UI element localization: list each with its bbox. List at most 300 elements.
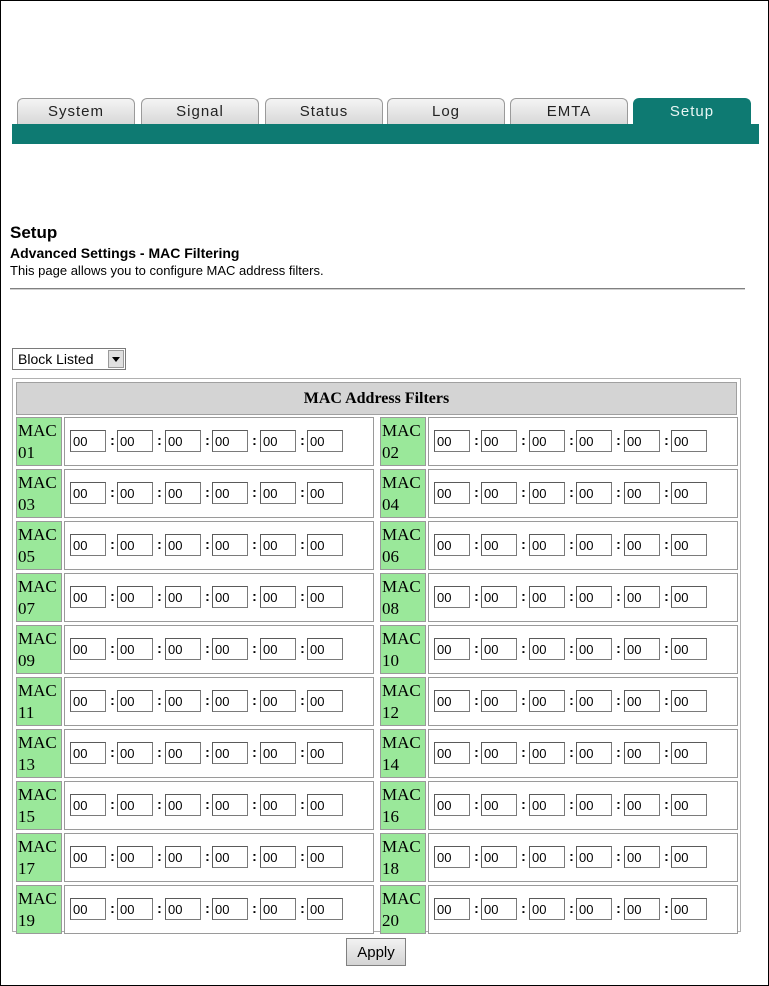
mac-label xyxy=(380,625,426,674)
octet-separator: : xyxy=(300,900,305,916)
mac-octet-input[interactable] xyxy=(576,638,612,660)
mac-octet-input[interactable] xyxy=(576,534,612,556)
mac-octet-input[interactable] xyxy=(165,898,201,920)
tab-setup[interactable]: Setup xyxy=(633,98,751,124)
mac-label xyxy=(16,469,62,518)
mac-label xyxy=(16,417,62,466)
filter-mode-value: Block Listed xyxy=(18,351,94,367)
octet-separator: : xyxy=(157,640,162,656)
octet-separator: : xyxy=(616,848,621,864)
mac-octet-input[interactable] xyxy=(165,742,201,764)
octet-separator: : xyxy=(110,848,115,864)
octet-separator: : xyxy=(252,484,257,500)
mac-octet-input[interactable] xyxy=(481,638,517,660)
mac-octet-input[interactable] xyxy=(481,690,517,712)
octet-separator: : xyxy=(157,848,162,864)
mac-filter-table xyxy=(12,378,741,932)
octet-separator: : xyxy=(205,432,210,448)
mac-octet-input[interactable] xyxy=(117,638,153,660)
octet-separator: : xyxy=(474,744,479,760)
mac-label xyxy=(380,417,426,466)
octet-separator: : xyxy=(252,796,257,812)
mac-address-fields xyxy=(428,417,738,466)
octet-separator: : xyxy=(300,640,305,656)
mac-octet-input[interactable] xyxy=(212,534,248,556)
table-row xyxy=(16,469,737,518)
octet-separator: : xyxy=(252,536,257,552)
mac-octet-input[interactable] xyxy=(434,482,470,504)
mac-label xyxy=(380,729,426,778)
mac-octet-input[interactable] xyxy=(165,846,201,868)
mac-octet-input[interactable] xyxy=(671,430,707,452)
mac-address-fields xyxy=(64,469,374,518)
filter-mode-select[interactable] xyxy=(12,348,126,370)
mac-octet-input[interactable] xyxy=(434,690,470,712)
mac-address-fields xyxy=(64,417,374,466)
octet-separator: : xyxy=(474,588,479,604)
mac-octet-input[interactable] xyxy=(70,846,106,868)
mac-octet-input[interactable] xyxy=(481,430,517,452)
mac-octet-input[interactable] xyxy=(70,482,106,504)
mac-octet-input[interactable] xyxy=(70,638,106,660)
octet-separator: : xyxy=(205,484,210,500)
mac-octet-input[interactable] xyxy=(165,482,201,504)
mac-octet-input[interactable] xyxy=(212,690,248,712)
octet-separator: : xyxy=(300,588,305,604)
mac-octet-input[interactable] xyxy=(624,638,660,660)
octet-separator: : xyxy=(252,432,257,448)
mac-octet-input[interactable] xyxy=(529,586,565,608)
mac-label-text: MAC xyxy=(382,733,421,752)
mac-octet-input[interactable] xyxy=(624,794,660,816)
octet-separator: : xyxy=(300,484,305,500)
mac-label-number: 15 xyxy=(18,807,35,826)
mac-address-fields xyxy=(428,833,738,882)
octet-separator: : xyxy=(110,588,115,604)
mac-octet-input[interactable] xyxy=(165,794,201,816)
mac-octet-input[interactable] xyxy=(434,638,470,660)
mac-label-text: MAC xyxy=(18,681,57,700)
mac-octet-input[interactable] xyxy=(307,690,343,712)
octet-separator: : xyxy=(110,796,115,812)
mac-octet-input[interactable] xyxy=(434,742,470,764)
mac-octet-input[interactable] xyxy=(212,846,248,868)
mac-octet-input[interactable] xyxy=(70,742,106,764)
mac-address-fields xyxy=(428,729,738,778)
page-subtitle: Advanced Settings - MAC Filtering xyxy=(10,245,240,261)
octet-separator: : xyxy=(205,640,210,656)
octet-separator: : xyxy=(521,900,526,916)
mac-octet-input[interactable] xyxy=(434,586,470,608)
octet-separator: : xyxy=(569,692,574,708)
octet-separator: : xyxy=(521,640,526,656)
mac-octet-input[interactable] xyxy=(624,534,660,556)
mac-octet-input[interactable] xyxy=(576,846,612,868)
mac-octet-input[interactable] xyxy=(260,638,296,660)
table-row xyxy=(16,625,737,674)
octet-separator: : xyxy=(252,640,257,656)
octet-separator: : xyxy=(521,588,526,604)
mac-octet-input[interactable] xyxy=(671,534,707,556)
mac-address-fields xyxy=(64,885,374,934)
mac-octet-input[interactable] xyxy=(70,534,106,556)
mac-label xyxy=(16,833,62,882)
mac-octet-input[interactable] xyxy=(70,430,106,452)
mac-octet-input[interactable] xyxy=(576,690,612,712)
octet-separator: : xyxy=(521,744,526,760)
mac-octet-input[interactable] xyxy=(576,482,612,504)
mac-octet-input[interactable] xyxy=(117,586,153,608)
mac-label-text: MAC xyxy=(18,837,57,856)
octet-separator: : xyxy=(157,900,162,916)
mac-octet-input[interactable] xyxy=(529,690,565,712)
mac-octet-input[interactable] xyxy=(624,482,660,504)
mac-label-number: 11 xyxy=(18,703,35,722)
mac-octet-input[interactable] xyxy=(117,534,153,556)
mac-octet-input[interactable] xyxy=(117,690,153,712)
mac-address-fields xyxy=(64,677,374,726)
mac-octet-input[interactable] xyxy=(624,898,660,920)
octet-separator: : xyxy=(616,796,621,812)
octet-separator: : xyxy=(474,536,479,552)
mac-octet-input[interactable] xyxy=(307,742,343,764)
mac-octet-input[interactable] xyxy=(165,534,201,556)
mac-octet-input[interactable] xyxy=(434,430,470,452)
octet-separator: : xyxy=(300,796,305,812)
octet-separator: : xyxy=(474,432,479,448)
octet-separator: : xyxy=(474,796,479,812)
chevron-down-icon[interactable] xyxy=(108,350,124,368)
mac-label-text: MAC xyxy=(18,629,57,648)
octet-separator: : xyxy=(110,432,115,448)
mac-octet-input[interactable] xyxy=(117,898,153,920)
mac-octet-input[interactable] xyxy=(260,898,296,920)
mac-label xyxy=(16,885,62,934)
mac-label-text: MAC xyxy=(382,577,421,596)
mac-octet-input[interactable] xyxy=(117,430,153,452)
octet-separator: : xyxy=(569,588,574,604)
mac-label-number: 13 xyxy=(18,755,35,774)
mac-octet-input[interactable] xyxy=(529,898,565,920)
octet-separator: : xyxy=(521,536,526,552)
octet-separator: : xyxy=(616,536,621,552)
octet-separator: : xyxy=(110,536,115,552)
mac-octet-input[interactable] xyxy=(307,534,343,556)
mac-address-fields xyxy=(428,573,738,622)
mac-octet-input[interactable] xyxy=(260,742,296,764)
table-row xyxy=(16,417,737,466)
octet-separator: : xyxy=(616,744,621,760)
mac-octet-input[interactable] xyxy=(671,482,707,504)
mac-label-text: MAC xyxy=(18,733,57,752)
mac-octet-input[interactable] xyxy=(307,794,343,816)
mac-octet-input[interactable] xyxy=(260,430,296,452)
mac-address-fields xyxy=(64,625,374,674)
mac-octet-input[interactable] xyxy=(529,638,565,660)
divider xyxy=(10,288,745,290)
mac-octet-input[interactable] xyxy=(307,846,343,868)
mac-label xyxy=(16,677,62,726)
tab-bar xyxy=(17,98,757,124)
mac-octet-input[interactable] xyxy=(260,846,296,868)
table-row xyxy=(16,677,737,726)
mac-octet-input[interactable] xyxy=(481,482,517,504)
octet-separator: : xyxy=(110,640,115,656)
mac-label-text: MAC xyxy=(18,577,57,596)
octet-separator: : xyxy=(157,536,162,552)
mac-octet-input[interactable] xyxy=(671,898,707,920)
tab-status[interactable]: Status xyxy=(265,98,383,124)
mac-octet-input[interactable] xyxy=(576,898,612,920)
octet-separator: : xyxy=(300,432,305,448)
table-row xyxy=(16,729,737,778)
mac-octet-input[interactable] xyxy=(260,534,296,556)
mac-address-fields xyxy=(64,781,374,830)
mac-octet-input[interactable] xyxy=(671,690,707,712)
octet-separator: : xyxy=(616,484,621,500)
mac-octet-input[interactable] xyxy=(576,742,612,764)
mac-octet-input[interactable] xyxy=(671,638,707,660)
tab-signal[interactable]: Signal xyxy=(141,98,259,124)
octet-separator: : xyxy=(205,692,210,708)
mac-octet-input[interactable] xyxy=(624,586,660,608)
mac-label-text: MAC xyxy=(18,525,57,544)
mac-octet-input[interactable] xyxy=(529,534,565,556)
octet-separator: : xyxy=(664,588,669,604)
mac-label xyxy=(380,833,426,882)
mac-octet-input[interactable] xyxy=(165,638,201,660)
mac-octet-input[interactable] xyxy=(70,690,106,712)
octet-separator: : xyxy=(521,692,526,708)
mac-label-number: 09 xyxy=(18,651,35,670)
octet-separator: : xyxy=(157,484,162,500)
octet-separator: : xyxy=(252,588,257,604)
mac-octet-input[interactable] xyxy=(260,482,296,504)
mac-octet-input[interactable] xyxy=(117,482,153,504)
mac-label-number: 12 xyxy=(382,703,399,722)
apply-button[interactable]: Apply xyxy=(346,938,406,966)
mac-octet-input[interactable] xyxy=(624,846,660,868)
octet-separator: : xyxy=(474,900,479,916)
mac-octet-input[interactable] xyxy=(434,794,470,816)
mac-octet-input[interactable] xyxy=(165,690,201,712)
page-title: Setup xyxy=(10,223,58,242)
mac-octet-input[interactable] xyxy=(481,742,517,764)
octet-separator: : xyxy=(569,536,574,552)
octet-separator: : xyxy=(157,588,162,604)
mac-octet-input[interactable] xyxy=(434,846,470,868)
octet-separator: : xyxy=(521,484,526,500)
octet-separator: : xyxy=(664,796,669,812)
table-row xyxy=(16,781,737,830)
mac-octet-input[interactable] xyxy=(212,742,248,764)
mac-octet-input[interactable] xyxy=(576,430,612,452)
mac-octet-input[interactable] xyxy=(307,638,343,660)
octet-separator: : xyxy=(569,900,574,916)
octet-separator: : xyxy=(664,640,669,656)
mac-octet-input[interactable] xyxy=(260,586,296,608)
octet-separator: : xyxy=(664,744,669,760)
octet-separator: : xyxy=(474,692,479,708)
mac-octet-input[interactable] xyxy=(434,898,470,920)
mac-label-text: MAC xyxy=(382,473,421,492)
octet-separator: : xyxy=(300,536,305,552)
mac-address-fields xyxy=(428,677,738,726)
octet-separator: : xyxy=(474,484,479,500)
mac-octet-input[interactable] xyxy=(165,430,201,452)
mac-octet-input[interactable] xyxy=(624,430,660,452)
tab-system[interactable]: System xyxy=(17,98,135,124)
octet-separator: : xyxy=(110,484,115,500)
mac-address-fields xyxy=(428,469,738,518)
mac-octet-input[interactable] xyxy=(481,586,517,608)
mac-octet-input[interactable] xyxy=(212,794,248,816)
mac-octet-input[interactable] xyxy=(671,794,707,816)
mac-octet-input[interactable] xyxy=(576,794,612,816)
mac-label-number: 04 xyxy=(382,495,399,514)
mac-octet-input[interactable] xyxy=(70,898,106,920)
mac-octet-input[interactable] xyxy=(529,742,565,764)
octet-separator: : xyxy=(205,900,210,916)
mac-octet-input[interactable] xyxy=(117,794,153,816)
octet-separator: : xyxy=(664,432,669,448)
mac-label-text: MAC xyxy=(18,889,57,908)
mac-address-fields xyxy=(64,729,374,778)
tab-emta[interactable]: EMTA xyxy=(510,98,628,124)
mac-label-number: 14 xyxy=(382,755,399,774)
octet-separator: : xyxy=(521,432,526,448)
mac-label-text: MAC xyxy=(382,681,421,700)
mac-address-fields xyxy=(64,833,374,882)
octet-separator: : xyxy=(205,796,210,812)
mac-label xyxy=(380,677,426,726)
mac-label-number: 06 xyxy=(382,547,399,566)
octet-separator: : xyxy=(110,900,115,916)
mac-octet-input[interactable] xyxy=(212,482,248,504)
octet-separator: : xyxy=(664,536,669,552)
octet-separator: : xyxy=(205,744,210,760)
mac-octet-input[interactable] xyxy=(671,742,707,764)
mac-label xyxy=(380,781,426,830)
table-row xyxy=(16,521,737,570)
mac-octet-input[interactable] xyxy=(307,430,343,452)
octet-separator: : xyxy=(616,640,621,656)
mac-octet-input[interactable] xyxy=(307,482,343,504)
mac-octet-input[interactable] xyxy=(671,846,707,868)
octet-separator: : xyxy=(110,692,115,708)
tab-log[interactable]: Log xyxy=(387,98,505,124)
octet-separator: : xyxy=(474,848,479,864)
mac-octet-input[interactable] xyxy=(576,586,612,608)
mac-octet-input[interactable] xyxy=(117,846,153,868)
mac-label xyxy=(380,469,426,518)
mac-label xyxy=(16,729,62,778)
mac-label xyxy=(380,885,426,934)
mac-octet-input[interactable] xyxy=(212,586,248,608)
mac-address-fields xyxy=(428,625,738,674)
mac-octet-input[interactable] xyxy=(307,586,343,608)
mac-label-number: 18 xyxy=(382,859,399,878)
mac-octet-input[interactable] xyxy=(481,794,517,816)
mac-octet-input[interactable] xyxy=(624,690,660,712)
mac-octet-input[interactable] xyxy=(260,794,296,816)
octet-separator: : xyxy=(569,744,574,760)
octet-separator: : xyxy=(205,848,210,864)
mac-octet-input[interactable] xyxy=(307,898,343,920)
mac-label xyxy=(16,521,62,570)
octet-separator: : xyxy=(664,900,669,916)
mac-label xyxy=(16,781,62,830)
tab-underline-bar xyxy=(12,124,759,144)
mac-octet-input[interactable] xyxy=(529,794,565,816)
table-row xyxy=(16,833,737,882)
mac-octet-input[interactable] xyxy=(212,430,248,452)
octet-separator: : xyxy=(157,432,162,448)
octet-separator: : xyxy=(616,432,621,448)
octet-separator: : xyxy=(569,432,574,448)
octet-separator: : xyxy=(616,900,621,916)
mac-octet-input[interactable] xyxy=(70,586,106,608)
octet-separator: : xyxy=(300,692,305,708)
mac-label-number: 17 xyxy=(18,859,35,878)
mac-octet-input[interactable] xyxy=(434,534,470,556)
mac-label xyxy=(380,521,426,570)
mac-address-fields xyxy=(64,573,374,622)
mac-octet-input[interactable] xyxy=(529,846,565,868)
mac-octet-input[interactable] xyxy=(212,898,248,920)
mac-label-number: 01 xyxy=(18,443,35,462)
mac-label-number: 08 xyxy=(382,599,399,618)
mac-label-number: 19 xyxy=(18,911,35,930)
mac-address-fields xyxy=(64,521,374,570)
mac-label xyxy=(16,625,62,674)
table-row xyxy=(16,885,737,934)
mac-octet-input[interactable] xyxy=(529,482,565,504)
octet-separator: : xyxy=(521,796,526,812)
octet-separator: : xyxy=(110,744,115,760)
mac-octet-input[interactable] xyxy=(671,586,707,608)
mac-octet-input[interactable] xyxy=(624,742,660,764)
mac-address-fields xyxy=(428,521,738,570)
mac-label-text: MAC xyxy=(18,785,57,804)
octet-separator: : xyxy=(205,588,210,604)
octet-separator: : xyxy=(616,692,621,708)
octet-separator: : xyxy=(252,848,257,864)
mac-octet-input[interactable] xyxy=(212,638,248,660)
octet-separator: : xyxy=(569,640,574,656)
mac-label-number: 07 xyxy=(18,599,35,618)
mac-octet-input[interactable] xyxy=(165,586,201,608)
mac-octet-input[interactable] xyxy=(117,742,153,764)
mac-octet-input[interactable] xyxy=(481,534,517,556)
octet-separator: : xyxy=(569,848,574,864)
octet-separator: : xyxy=(521,848,526,864)
mac-label-text: MAC xyxy=(18,473,57,492)
octet-separator: : xyxy=(157,796,162,812)
mac-octet-input[interactable] xyxy=(260,690,296,712)
mac-label-text: MAC xyxy=(18,421,57,440)
octet-separator: : xyxy=(252,744,257,760)
mac-octet-input[interactable] xyxy=(481,846,517,868)
octet-separator: : xyxy=(252,900,257,916)
mac-label-number: 10 xyxy=(382,651,399,670)
mac-address-fields xyxy=(428,885,738,934)
mac-label-text: MAC xyxy=(382,785,421,804)
mac-octet-input[interactable] xyxy=(481,898,517,920)
mac-octet-input[interactable] xyxy=(70,794,106,816)
mac-octet-input[interactable] xyxy=(529,430,565,452)
octet-separator: : xyxy=(569,484,574,500)
